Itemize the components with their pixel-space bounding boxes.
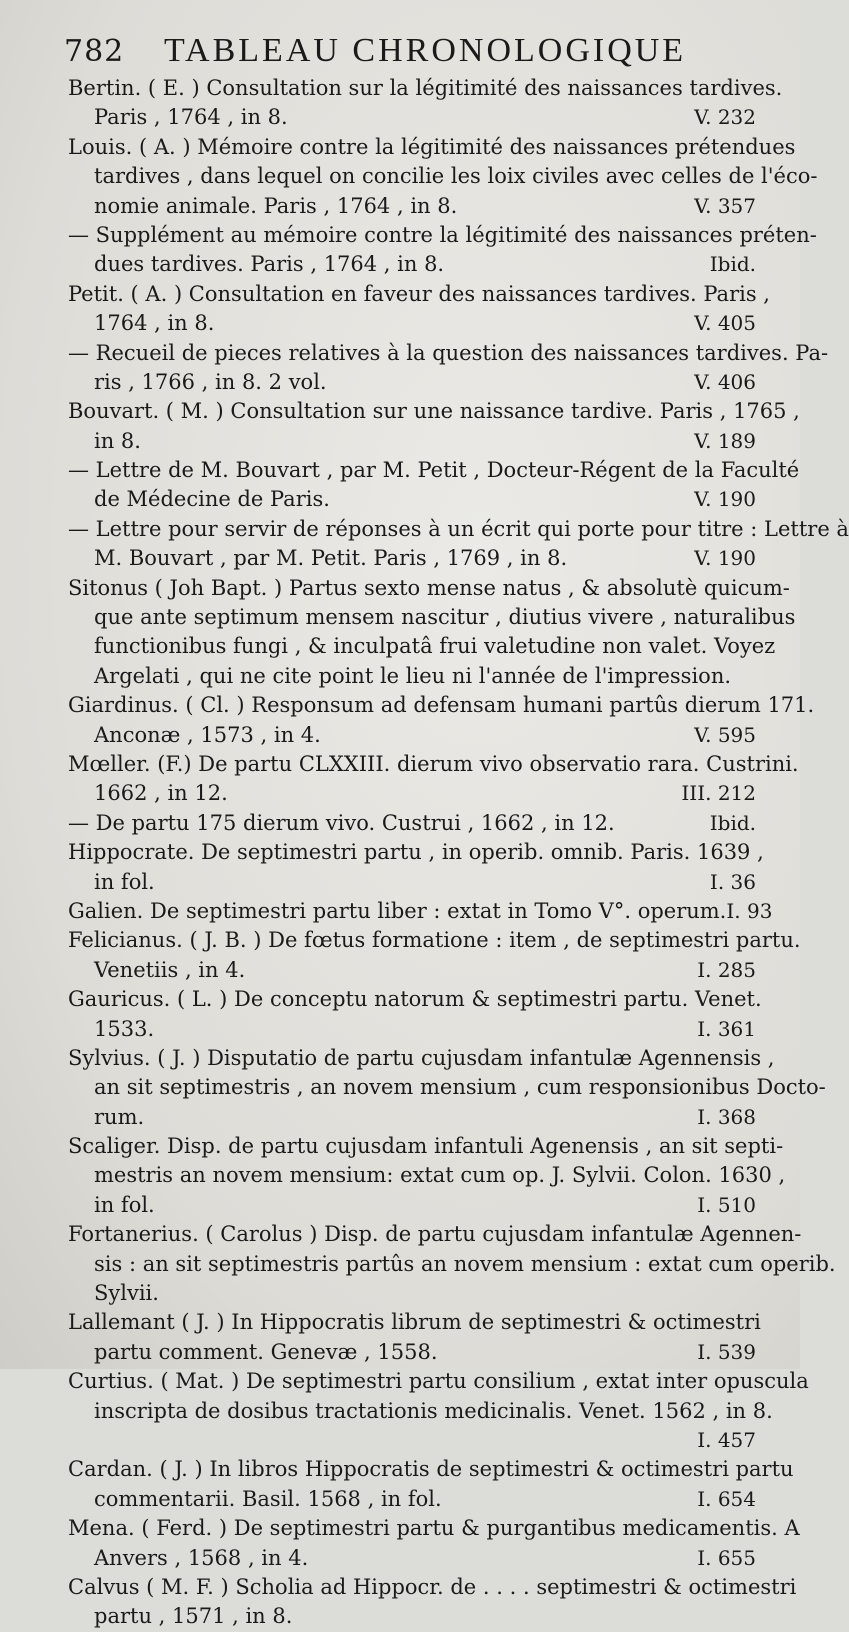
- entry-line: — Lettre pour servir de réponses à un écrit qui porte pour titre : Lettre à: [68, 516, 849, 541]
- entry-line: functionibus fungi , & inculpatâ frui valetudine non valet. Voyez: [94, 634, 776, 659]
- bibliography-entry: [50, 133, 818, 221]
- bibliography-entry: [50, 1455, 794, 1514]
- bibliography-entry: [50, 574, 796, 692]
- entry-line: Sylvius. ( J. ) Disputatio de partu cujusdam infantulæ Agennensis ,: [68, 1045, 775, 1070]
- volume-reference: V. 357: [694, 193, 756, 218]
- entry-text: commentarii. Basil. 1568 , in fol.: [94, 1486, 442, 1511]
- bibliography-entry: [50, 456, 800, 515]
- entry-text: dues tardives. Paris , 1764 , in 8.: [94, 252, 445, 277]
- entry-line: [50, 1544, 762, 1573]
- entry-line: Argelati , qui ne cite point le lieu ni l'année de l'impression.: [94, 663, 732, 688]
- bibliography-list: [50, 74, 849, 1632]
- entry-line: an sit septimestris , an novem mensium , cum responsionibus Docto-: [94, 1075, 826, 1100]
- entry-text: nomie animale. Paris , 1764 , in 8.: [94, 193, 458, 218]
- entry-line: tardives , dans lequel on concilie les loix civiles avec celles de l'éco-: [94, 164, 818, 189]
- entry-text: 1533.: [94, 1016, 155, 1041]
- volume-reference: V. 190: [694, 546, 756, 571]
- entry-line: sis : an sit septimestris partûs an novem mensium : extat cum operib.: [94, 1251, 836, 1276]
- bibliography-entry: [50, 1044, 826, 1132]
- entry-line: Sylvii.: [94, 1281, 159, 1306]
- entry-line: [50, 427, 762, 456]
- entry-text: in 8.: [94, 428, 141, 453]
- entry-line: Calvus ( M. F. ) Scholia ad Hippocr. de . . . . septimestri & octimestri: [68, 1574, 797, 1599]
- entry-line: [50, 544, 762, 573]
- volume-reference: I. 539: [697, 1339, 756, 1364]
- bibliography-entry: [50, 1367, 809, 1455]
- entry-text: Paris , 1764 , in 8.: [94, 105, 288, 130]
- bibliography-entry: [50, 1132, 786, 1220]
- bibliography-entry: [50, 280, 770, 339]
- bibliography-entry: [50, 691, 815, 750]
- volume-reference: V. 190: [694, 487, 756, 512]
- entry-line: — Lettre de M. Bouvart , par M. Petit , Docteur-Régent de la Faculté: [68, 458, 800, 483]
- entry-text: 1662 , in 12.: [94, 781, 228, 806]
- entry-line: [50, 868, 762, 897]
- entry-text: ris , 1766 , in 8. 2 vol.: [94, 369, 327, 394]
- entry-line: mestris an novem mensium: extat cum op. J. Sylvii. Colon. 1630 ,: [94, 1163, 786, 1188]
- bibliography-entry: [50, 926, 801, 985]
- entry-line: [50, 103, 762, 132]
- entry-line: [50, 309, 762, 338]
- entry-text: partu comment. Genevæ , 1558.: [94, 1339, 438, 1364]
- entry-line: [50, 1191, 762, 1220]
- entry-text: Anconæ , 1573 , in 4.: [94, 722, 321, 747]
- entry-line: Hippocrate. De septimestri partu , in operib. omnib. Paris. 1639 ,: [68, 840, 764, 865]
- entry-line: Sitonus ( Joh Bapt. ) Partus sexto mense natus , & absolutè quicum-: [68, 575, 790, 600]
- entry-line: — Supplément au mémoire contre la légitimité des naissances préten-: [68, 222, 817, 247]
- bibliography-entry: [50, 1308, 762, 1367]
- entry-line: Bertin. ( E. ) Consultation sur la légitimité des naissances tardives.: [68, 76, 783, 100]
- volume-reference: V. 189: [694, 428, 756, 453]
- page-number: 782: [64, 34, 125, 69]
- volume-reference: V. 595: [694, 722, 756, 747]
- entry-line: [50, 721, 762, 750]
- entry-line: [50, 1426, 762, 1455]
- entry-line: Louis. ( A. ) Mémoire contre la légitimité des naissances prétendues: [68, 134, 796, 159]
- bibliography-entry: [50, 809, 762, 838]
- volume-reference: I. 361: [697, 1016, 756, 1041]
- entry-line: Curtius. ( Mat. ) De septimestri partu consilium , extat inter opuscula: [68, 1369, 809, 1394]
- entry-line: [50, 956, 762, 985]
- entry-text: 1764 , in 8.: [94, 311, 215, 336]
- volume-reference: I. 36: [709, 869, 756, 894]
- entry-line: Lallemant ( J. ) In Hippocratis librum de septimestri & octimestri: [68, 1310, 761, 1335]
- entry-line: Fortanerius. ( Carolus ) Disp. de partu cujusdam infantulæ Agennen-: [68, 1222, 802, 1247]
- volume-reference: I. 655: [697, 1545, 756, 1570]
- volume-reference: III. 212: [681, 781, 756, 806]
- entry-line: Scaliger. Disp. de partu cujusdam infantuli Agenensis , an sit septi-: [68, 1134, 784, 1159]
- volume-reference: I. 654: [697, 1486, 756, 1511]
- entry-line: [50, 368, 762, 397]
- volume-reference: V. 405: [694, 311, 756, 336]
- entry-line: [50, 250, 762, 279]
- entry-line: Bouvart. ( M. ) Consultation sur une naissance tardive. Paris , 1765 ,: [68, 399, 800, 424]
- entry-line: Mena. ( Ferd. ) De septimestri partu & purgantibus medicamentis. A: [68, 1516, 800, 1541]
- volume-reference: I. 510: [697, 1192, 756, 1217]
- bibliography-entry: [50, 985, 762, 1044]
- entry-text: M. Bouvart , par M. Petit. Paris , 1769 , in 8.: [94, 546, 568, 571]
- entry-line: [50, 485, 762, 514]
- entry-line: partu , 1571 , in 8.: [94, 1604, 293, 1629]
- volume-reference: I. 93: [726, 898, 773, 923]
- bibliography-entry: [50, 339, 829, 398]
- running-title: TABLEAU CHRONOLOGIQUE: [164, 32, 687, 69]
- volume-reference: Ibid.: [709, 252, 756, 277]
- volume-reference: I. 368: [697, 1104, 756, 1129]
- entry-line: [50, 1015, 762, 1044]
- entry-line: Felicianus. ( J. B. ) De fœtus formatione : item , de septimestri partu.: [68, 928, 801, 953]
- bibliography-entry: [50, 74, 783, 133]
- entry-line: Gauricus. ( L. ) De conceptu natorum & septimestri partu. Venet.: [68, 987, 762, 1012]
- entry-text: Galien. De septimestri partu liber : extat in Tomo V°. operum.: [68, 898, 727, 923]
- entry-line: [50, 809, 762, 838]
- entry-text: in fol.: [94, 869, 155, 894]
- entry-line: [50, 1485, 762, 1514]
- entry-line: — Recueil de pieces relatives à la question des naissances tardives. Pa-: [68, 340, 829, 365]
- entry-line: [50, 1338, 762, 1367]
- volume-reference: V. 232: [694, 105, 756, 130]
- entry-text: in fol.: [94, 1192, 155, 1217]
- entry-line: Cardan. ( J. ) In libros Hippocratis de septimestri & octimestri partu: [68, 1457, 794, 1482]
- bibliography-entry: [50, 1573, 797, 1632]
- bibliography-entry: [50, 1220, 836, 1308]
- page-header: [60, 28, 760, 76]
- volume-reference: I. 457: [697, 1427, 756, 1452]
- volume-reference: I. 285: [697, 957, 756, 982]
- entry-text: de Médecine de Paris.: [94, 487, 330, 512]
- entry-line: [50, 1103, 762, 1132]
- entry-line: [50, 779, 762, 808]
- entry-line: inscripta de dosibus tractationis medicinalis. Venet. 1562 , in 8.: [94, 1398, 773, 1423]
- bibliography-entry: [50, 838, 762, 897]
- entry-text: Venetiis , in 4.: [94, 957, 246, 982]
- volume-reference: V. 406: [694, 369, 756, 394]
- bibliography-entry: [50, 897, 773, 926]
- entry-line: que ante septimum mensem nascitur , diutius vivere , naturalibus: [94, 605, 796, 630]
- entry-text: Anvers , 1568 , in 4.: [94, 1545, 309, 1570]
- entry-line: Petit. ( A. ) Consultation en faveur des naissances tardives. Paris ,: [68, 281, 770, 306]
- entry-line: [50, 897, 773, 926]
- bibliography-entry: [50, 515, 849, 574]
- entry-line: Giardinus. ( Cl. ) Responsum ad defensam humani partûs dierum 171.: [68, 693, 815, 718]
- entry-text: rum.: [94, 1104, 145, 1129]
- entry-text: — De partu 175 dierum vivo. Custrui , 1662 , in 12.: [68, 810, 615, 835]
- entry-line: [50, 192, 762, 221]
- bibliography-entry: [50, 750, 799, 809]
- bibliography-entry: [50, 1514, 800, 1573]
- entry-line: Mœller. (F.) De partu CLXXIII. dierum vivo observatio rara. Custrini.: [68, 751, 799, 776]
- bibliography-entry: [50, 397, 800, 456]
- volume-reference: Ibid.: [709, 810, 756, 835]
- bibliography-entry: [50, 221, 817, 280]
